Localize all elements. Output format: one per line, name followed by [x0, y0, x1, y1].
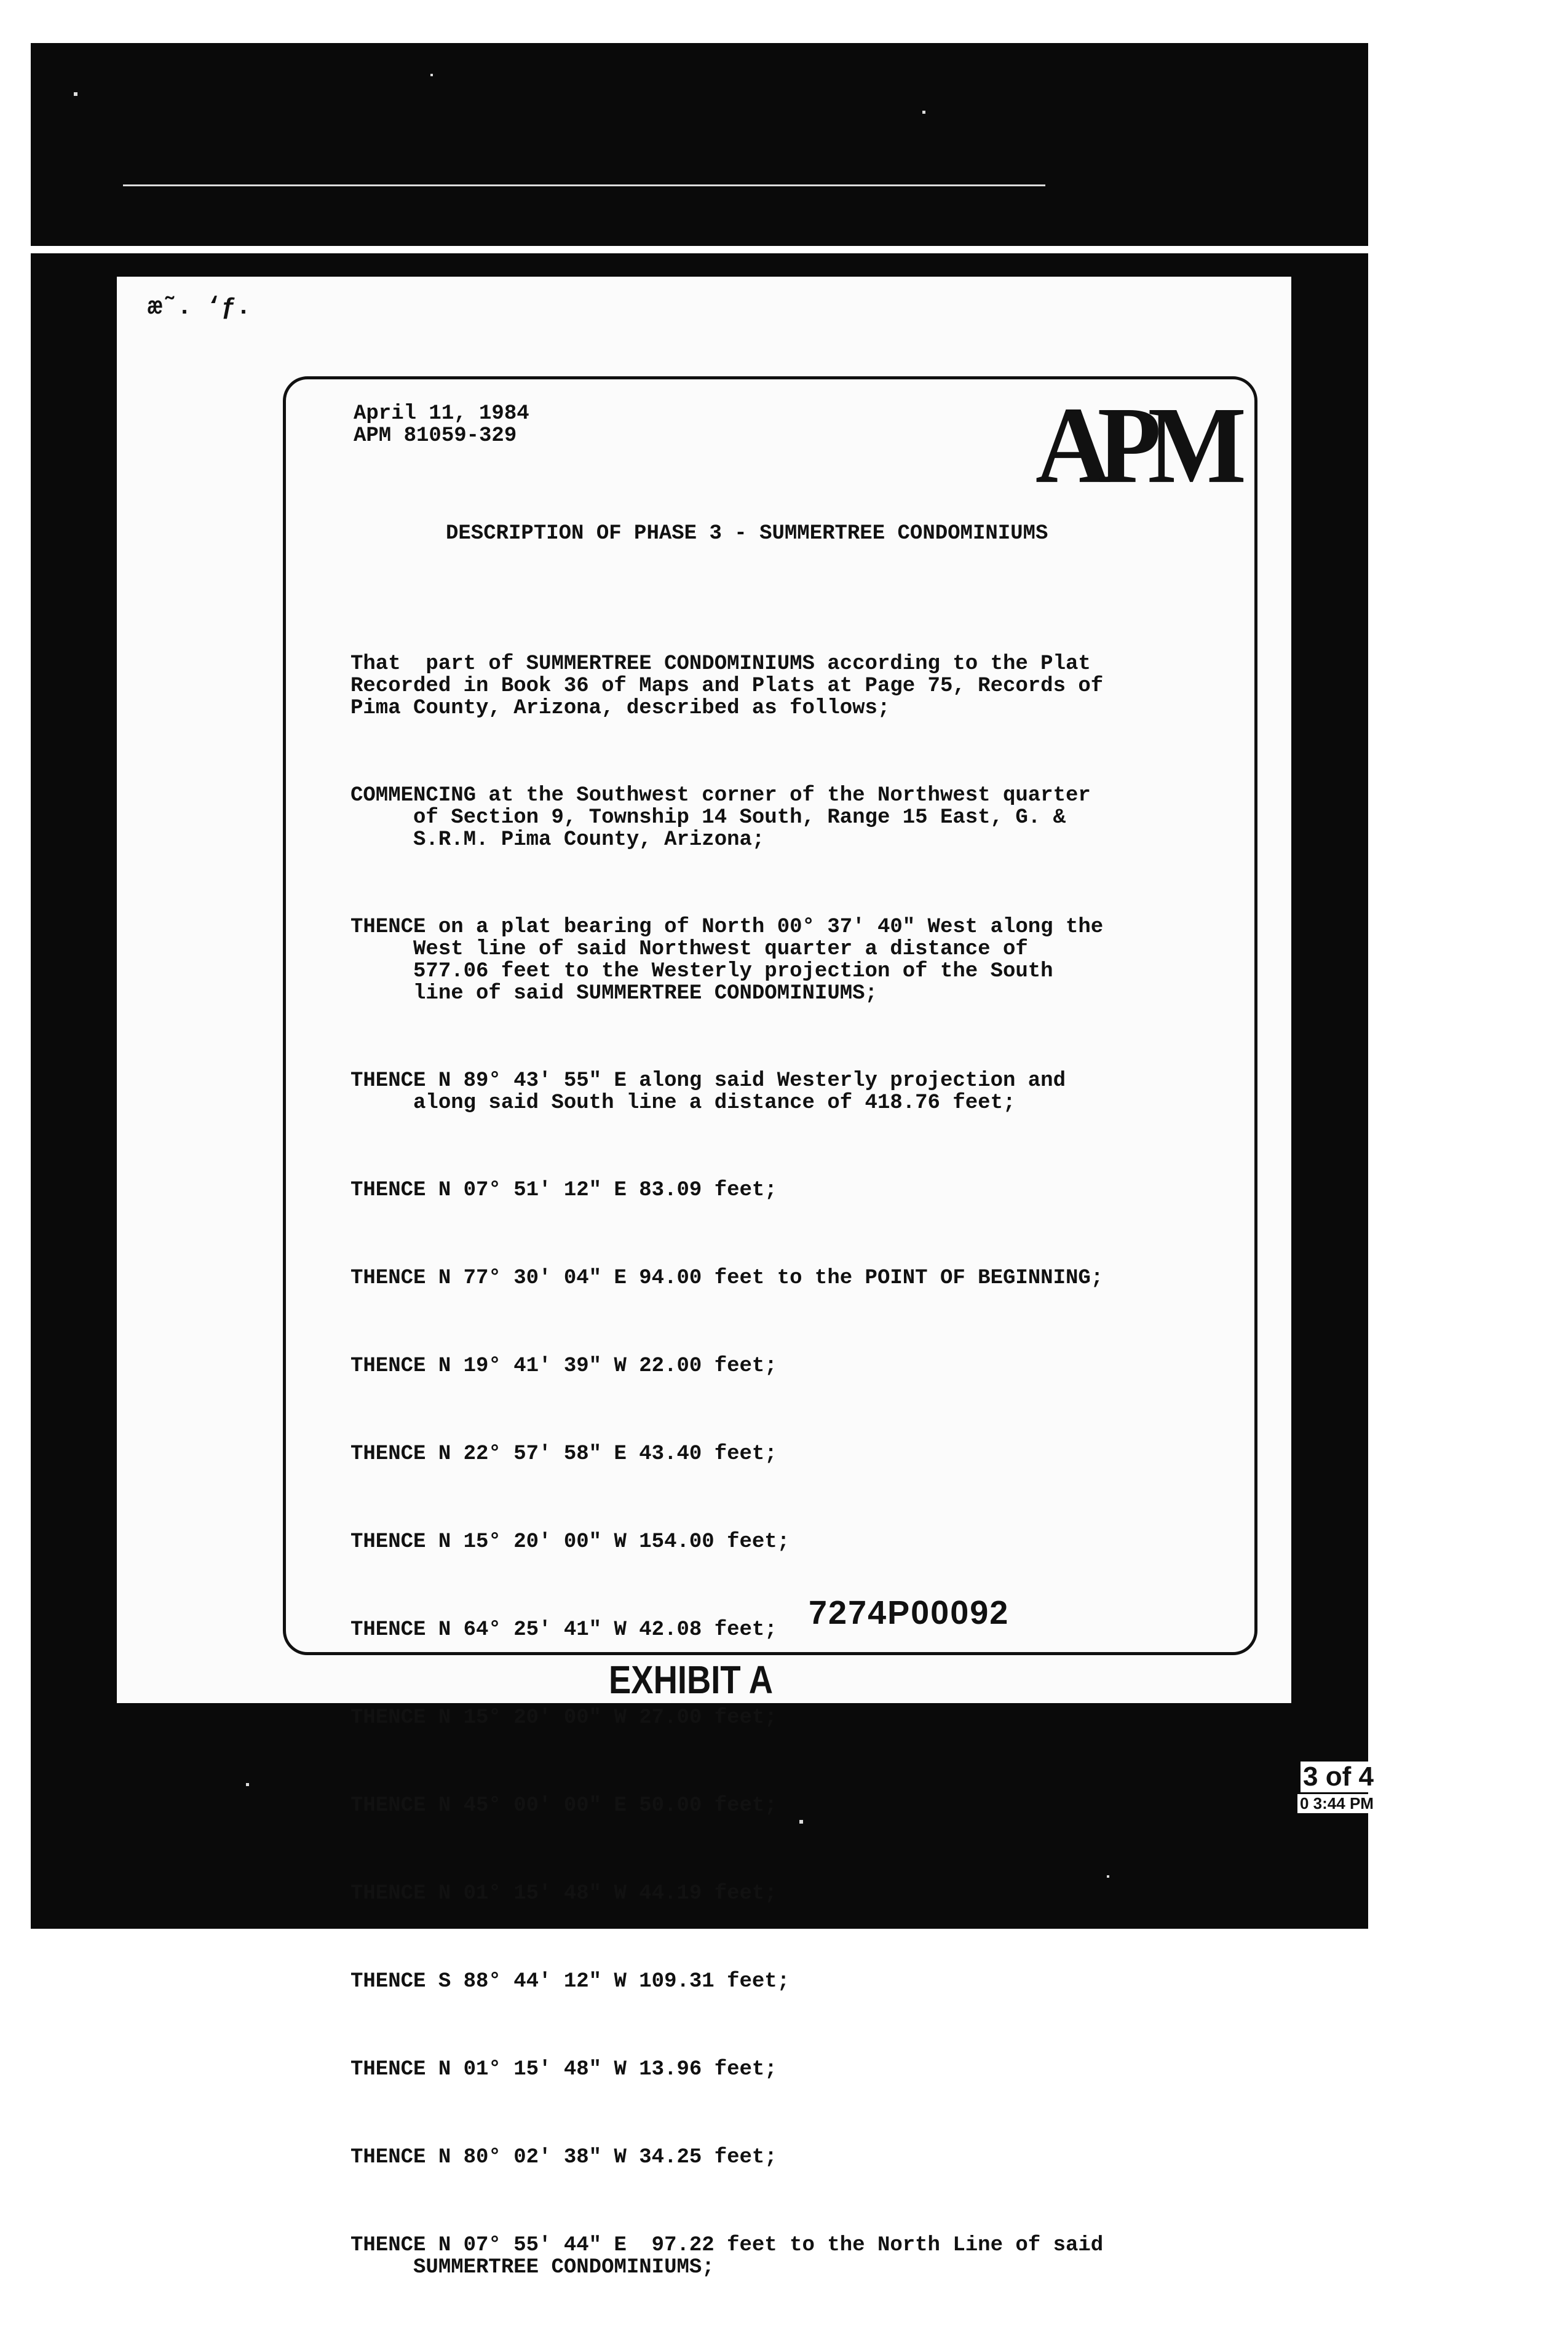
document-reference: APM 81059-329: [354, 424, 517, 448]
document-date: April 11, 1984: [354, 402, 529, 425]
scan-scratch: [123, 184, 1045, 186]
document-page: [117, 277, 1291, 2279]
course-line: THENCE N 77° 30' 04" E 94.00 feet to the POINT OF BEGINNING;: [350, 1267, 1104, 1290]
scan-separator: [31, 246, 1368, 253]
corner-mark: æ˜. ‘ƒ.: [148, 294, 251, 322]
course-line: THENCE N 07° 55' 44" E 97.22 feet to the North Line of said SUMMERTREE CONDOMINIUMS;: [350, 2234, 1104, 2279]
legal-description: [350, 609, 1103, 2344]
course-line: THENCE S 88° 44' 12" W 109.31 feet;: [350, 1970, 790, 1993]
course-line: THENCE N 19° 41' 39" W 22.00 feet;: [350, 1354, 777, 1378]
scan-speck: [1107, 1875, 1109, 1878]
document-number: 7274P00092: [809, 1594, 1010, 1631]
course-line: THENCE N 80° 02' 38" W 34.25 feet;: [350, 2146, 777, 2169]
course-line: THENCE N 64° 25' 41" W 42.08 feet;: [350, 1618, 777, 1642]
course-line: THENCE N 15° 20' 00" W 154.00 feet;: [350, 1530, 790, 1554]
course-line: THENCE N 45° 00' 00" E 50.00 feet;: [350, 1794, 777, 1817]
course-line: THENCE N 15° 20' 00" W 27.00 feet;: [350, 1706, 777, 1730]
exhibit-label: EXHIBIT A: [609, 1658, 773, 1702]
document-title: DESCRIPTION OF PHASE 3 - SUMMERTREE CONDOMINIUMS: [446, 522, 1048, 545]
course-line: THENCE N 01° 15' 48" W 13.96 feet;: [350, 2058, 777, 2081]
scan-speck: [74, 92, 77, 96]
scan-speck: [430, 74, 433, 76]
course-line: THENCE N 01° 15' 48" W 44.19 feet;: [350, 1882, 777, 1905]
course-line: THENCE N 22° 57' 58" E 43.40 feet;: [350, 1442, 777, 1466]
page-counter: 3 of 4: [1301, 1762, 1376, 1792]
scan-border-top: [31, 43, 1368, 246]
scan-speck: [246, 1783, 249, 1786]
scan-speck: [922, 111, 925, 114]
paragraph: THENCE on a plat bearing of North 00° 37' 40" West along the West line of said Northwest quarter a distance of 577.06 feet to the Westerly projection of the South line of said SUMMERTREE CONDOMINIUMS;: [350, 915, 1104, 1005]
paragraph: THENCE N 89° 43' 55" E along said Westerly projection and along said South line a distance of 418.76 feet;: [350, 1069, 1066, 1115]
paragraph: COMMENCING at the Southwest corner of the Northwest quarter of Section 9, Township 14 South, Range 15 East, G. & S.R.M. Pima County, Arizona;: [350, 784, 1091, 852]
course-line: THENCE N 07° 51' 12" E 83.09 feet;: [350, 1179, 777, 1202]
paragraph: That part of SUMMERTREE CONDOMINIUMS according to the Plat Recorded in Book 36 of Maps and Plats at Page 75, Records of Pima County, Arizona, described as follows;: [350, 652, 1104, 720]
apm-logo: APM: [1035, 384, 1233, 506]
header-block: [354, 403, 529, 447]
page-timestamp: 0 3:44 PM: [1297, 1794, 1376, 1813]
